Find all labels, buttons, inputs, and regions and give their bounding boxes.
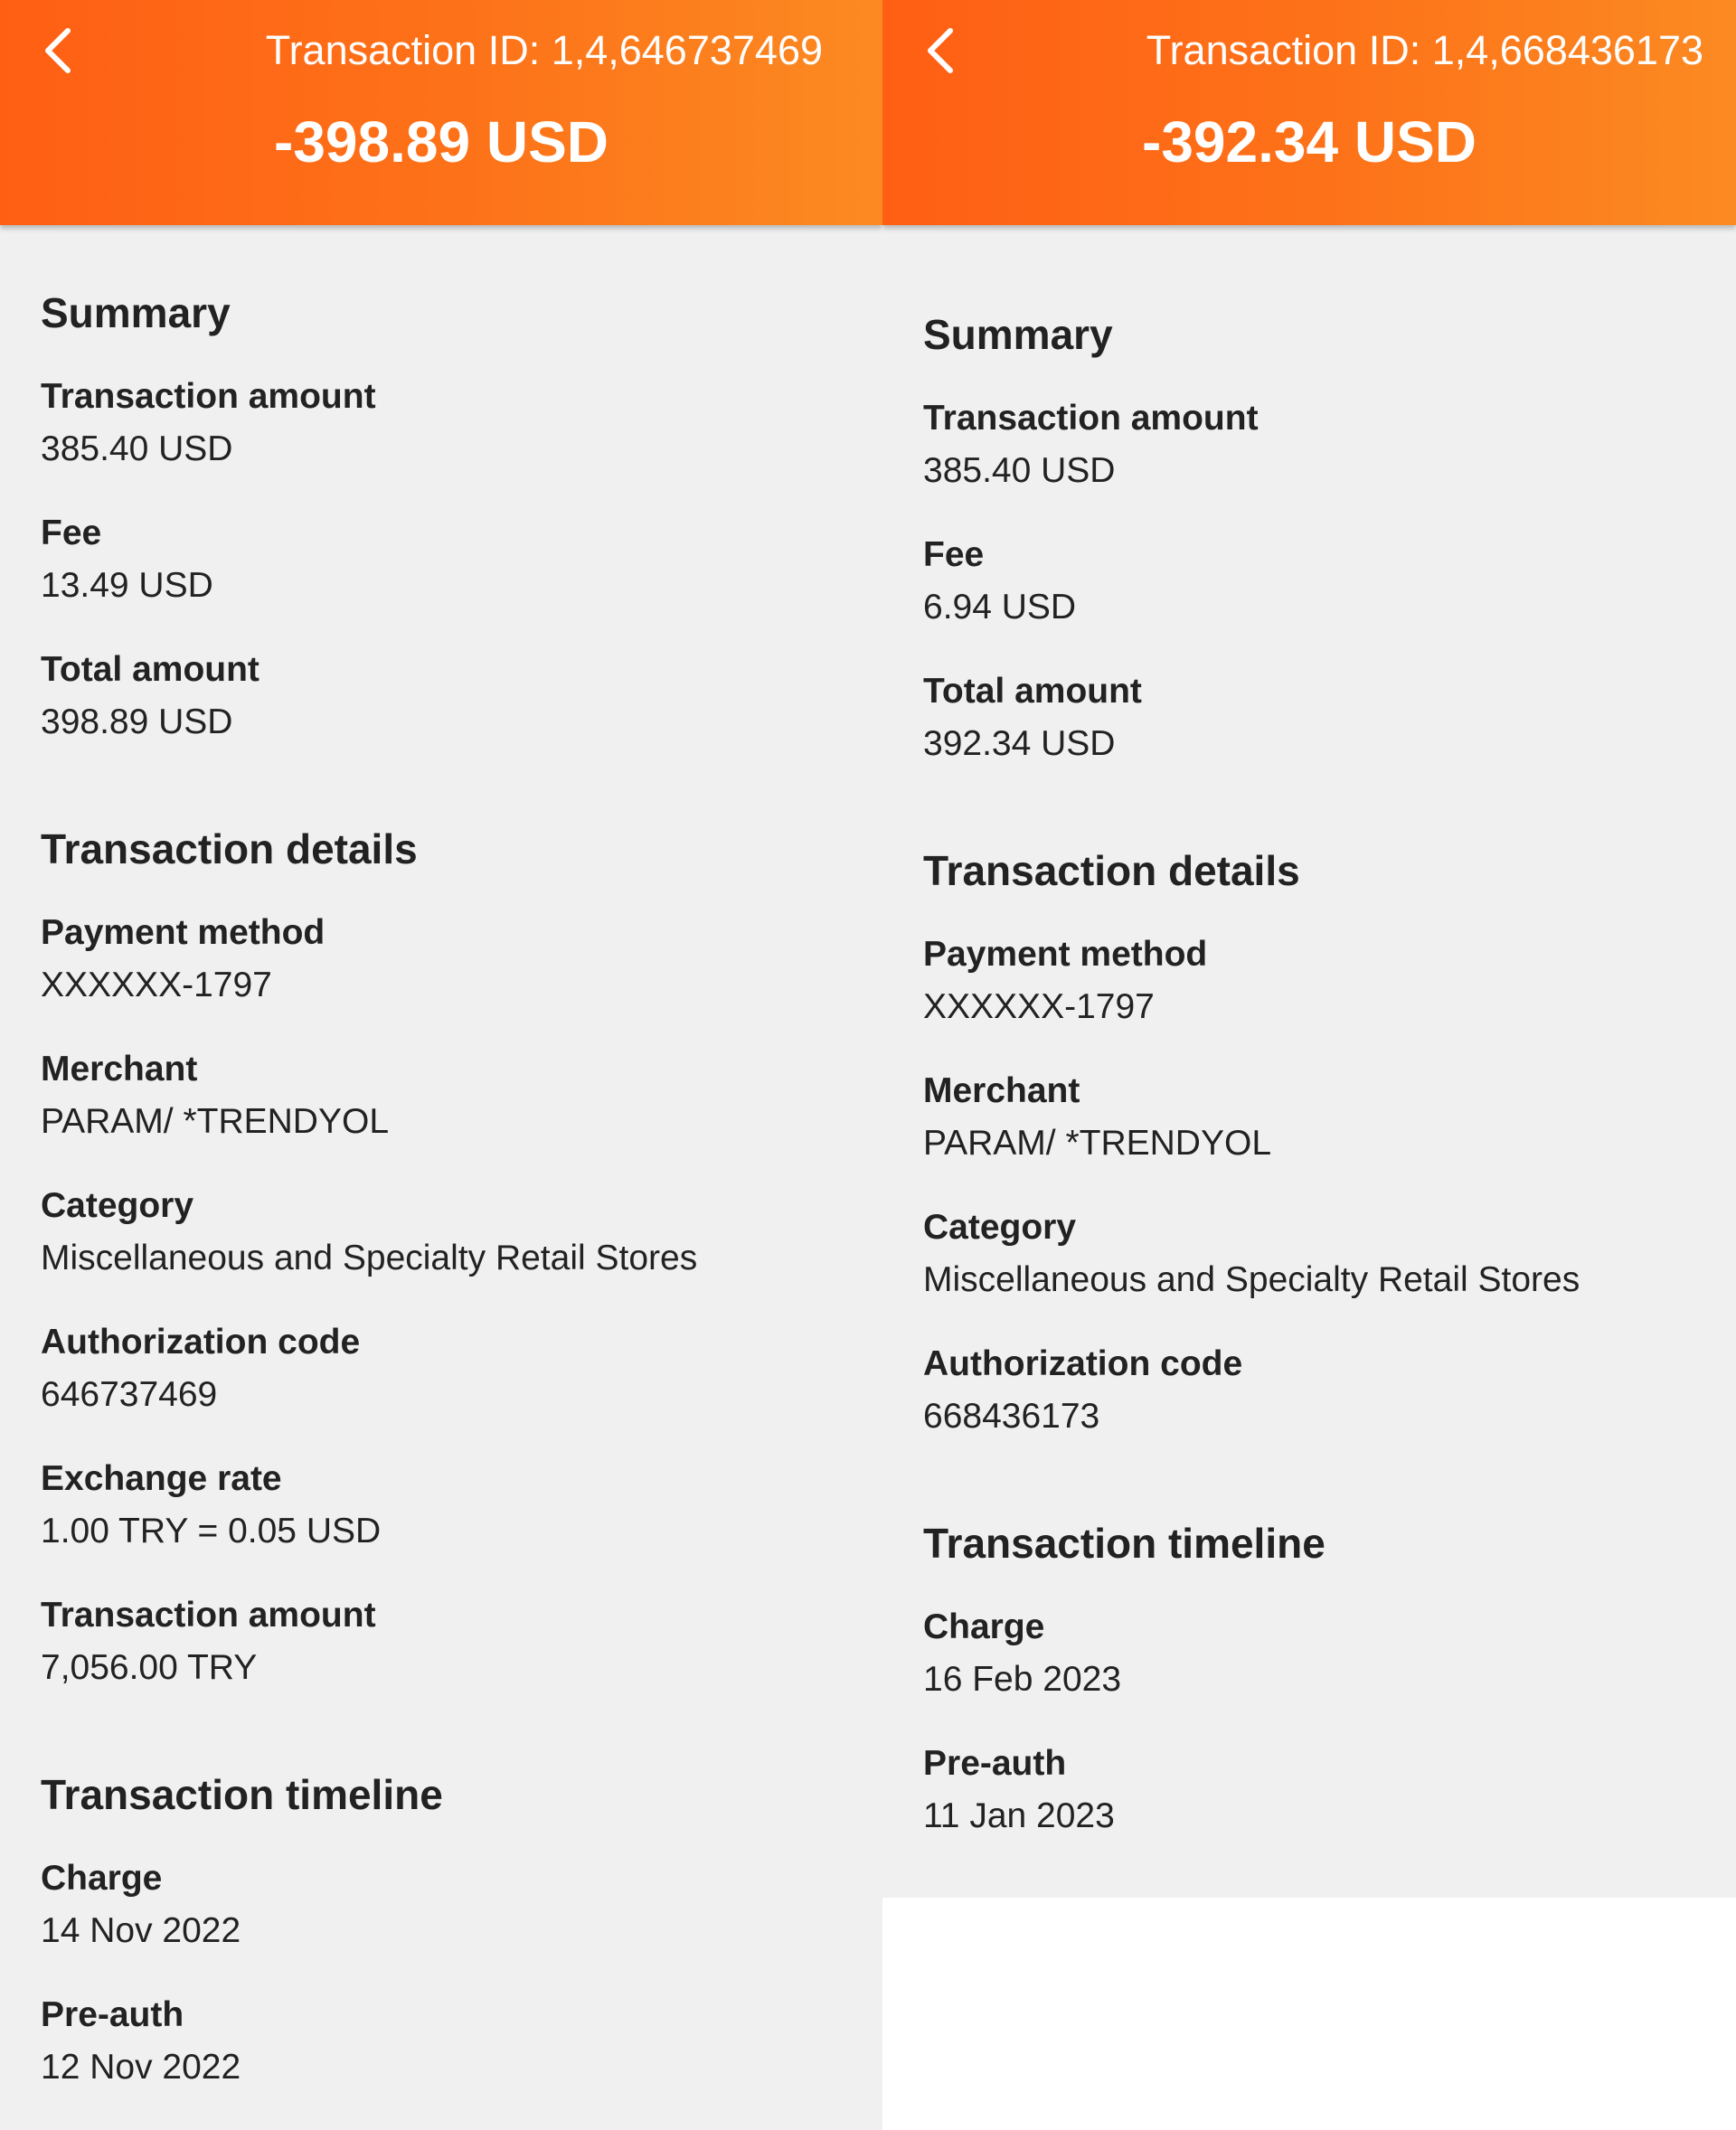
field-value: 668436173 (923, 1397, 1100, 1436)
back-button[interactable] (915, 20, 966, 81)
field-label: Fee (41, 514, 102, 552)
timeline-charge (923, 1601, 1709, 1706)
summary-fee (923, 529, 1709, 634)
transaction-id: Transaction ID: 1,4,646737469 (265, 27, 823, 73)
summary-total-amount (41, 644, 855, 749)
transaction-details-title: Transaction details (41, 825, 418, 872)
transaction-total-amount: -392.34 USD (1142, 109, 1477, 174)
transaction-total-amount: -398.89 USD (274, 109, 609, 174)
authorization-code (923, 1338, 1709, 1443)
field-value: 398.89 USD (41, 702, 233, 741)
field-value: 646737469 (41, 1375, 218, 1414)
field-value: PARAM/ *TRENDYOL (41, 1102, 390, 1141)
field-value: 14 Nov 2022 (41, 1911, 241, 1950)
field-value: Miscellaneous and Specialty Retail Stores (923, 1260, 1580, 1299)
field-label: Fee (923, 535, 985, 574)
field-label: Transaction amount (923, 399, 1259, 438)
summary-title: Summary (41, 289, 231, 336)
field-value: 7,056.00 TRY (41, 1648, 258, 1687)
summary-transaction-amount (41, 371, 855, 476)
field-label: Merchant (923, 1071, 1080, 1110)
category (41, 1180, 855, 1285)
summary-title: Summary (923, 311, 1113, 358)
transaction-timeline-title: Transaction timeline (41, 1771, 443, 1818)
category (923, 1202, 1709, 1306)
transaction-details-title: Transaction details (923, 847, 1300, 894)
field-label: Charge (923, 1607, 1045, 1646)
chevron-left-icon (42, 27, 73, 74)
field-label: Exchange rate (41, 1459, 282, 1498)
exchange-rate (41, 1453, 855, 1558)
field-value: 392.34 USD (923, 724, 1116, 763)
summary-total-amount (923, 665, 1709, 770)
field-value: PARAM/ *TRENDYOL (923, 1124, 1272, 1163)
summary-transaction-amount (923, 392, 1709, 497)
payment-method (41, 907, 855, 1012)
merchant (923, 1065, 1709, 1170)
field-value: 12 Nov 2022 (41, 2048, 241, 2087)
field-label: Payment method (923, 935, 1208, 974)
summary-fee (41, 507, 855, 612)
transaction-content (41, 286, 855, 2094)
field-value: 6.94 USD (923, 588, 1077, 627)
field-label: Transaction amount (41, 377, 376, 416)
details-transaction-amount (41, 1589, 855, 1694)
field-value: 385.40 USD (923, 451, 1116, 490)
back-button[interactable] (33, 20, 83, 81)
field-value: XXXXXX-1797 (923, 987, 1155, 1026)
authorization-code (41, 1316, 855, 1421)
field-value: 16 Feb 2023 (923, 1660, 1122, 1699)
transaction-id: Transaction ID: 1,4,668436173 (1146, 27, 1703, 73)
transaction-header (882, 0, 1736, 225)
field-value: 385.40 USD (41, 429, 233, 468)
field-value: 13.49 USD (41, 566, 213, 605)
field-label: Merchant (41, 1050, 198, 1089)
field-value: 11 Jan 2023 (923, 1796, 1115, 1835)
field-label: Category (923, 1208, 1077, 1247)
transaction-timeline-title: Transaction timeline (923, 1520, 1326, 1567)
field-value: XXXXXX-1797 (41, 966, 272, 1004)
timeline-pre-auth (41, 1989, 855, 2094)
payment-method (923, 928, 1709, 1033)
field-label: Category (41, 1186, 194, 1225)
field-label: Total amount (923, 672, 1142, 711)
timeline-charge (41, 1852, 855, 1957)
field-label: Charge (41, 1859, 163, 1898)
merchant (41, 1043, 855, 1148)
chevron-left-icon (925, 27, 956, 74)
field-label: Pre-auth (41, 1995, 184, 2034)
timeline-pre-auth (923, 1738, 1709, 1843)
field-label: Transaction amount (41, 1596, 376, 1635)
transaction-header (0, 0, 882, 225)
transaction-screen-2 (882, 0, 1736, 1898)
field-label: Authorization code (41, 1323, 361, 1362)
transaction-content (923, 307, 1709, 1843)
field-value: Miscellaneous and Specialty Retail Stores (41, 1239, 698, 1277)
field-label: Total amount (41, 650, 259, 689)
field-label: Pre-auth (923, 1744, 1067, 1783)
field-label: Payment method (41, 913, 326, 952)
field-value: 1.00 TRY = 0.05 USD (41, 1512, 382, 1550)
field-label: Authorization code (923, 1344, 1243, 1383)
